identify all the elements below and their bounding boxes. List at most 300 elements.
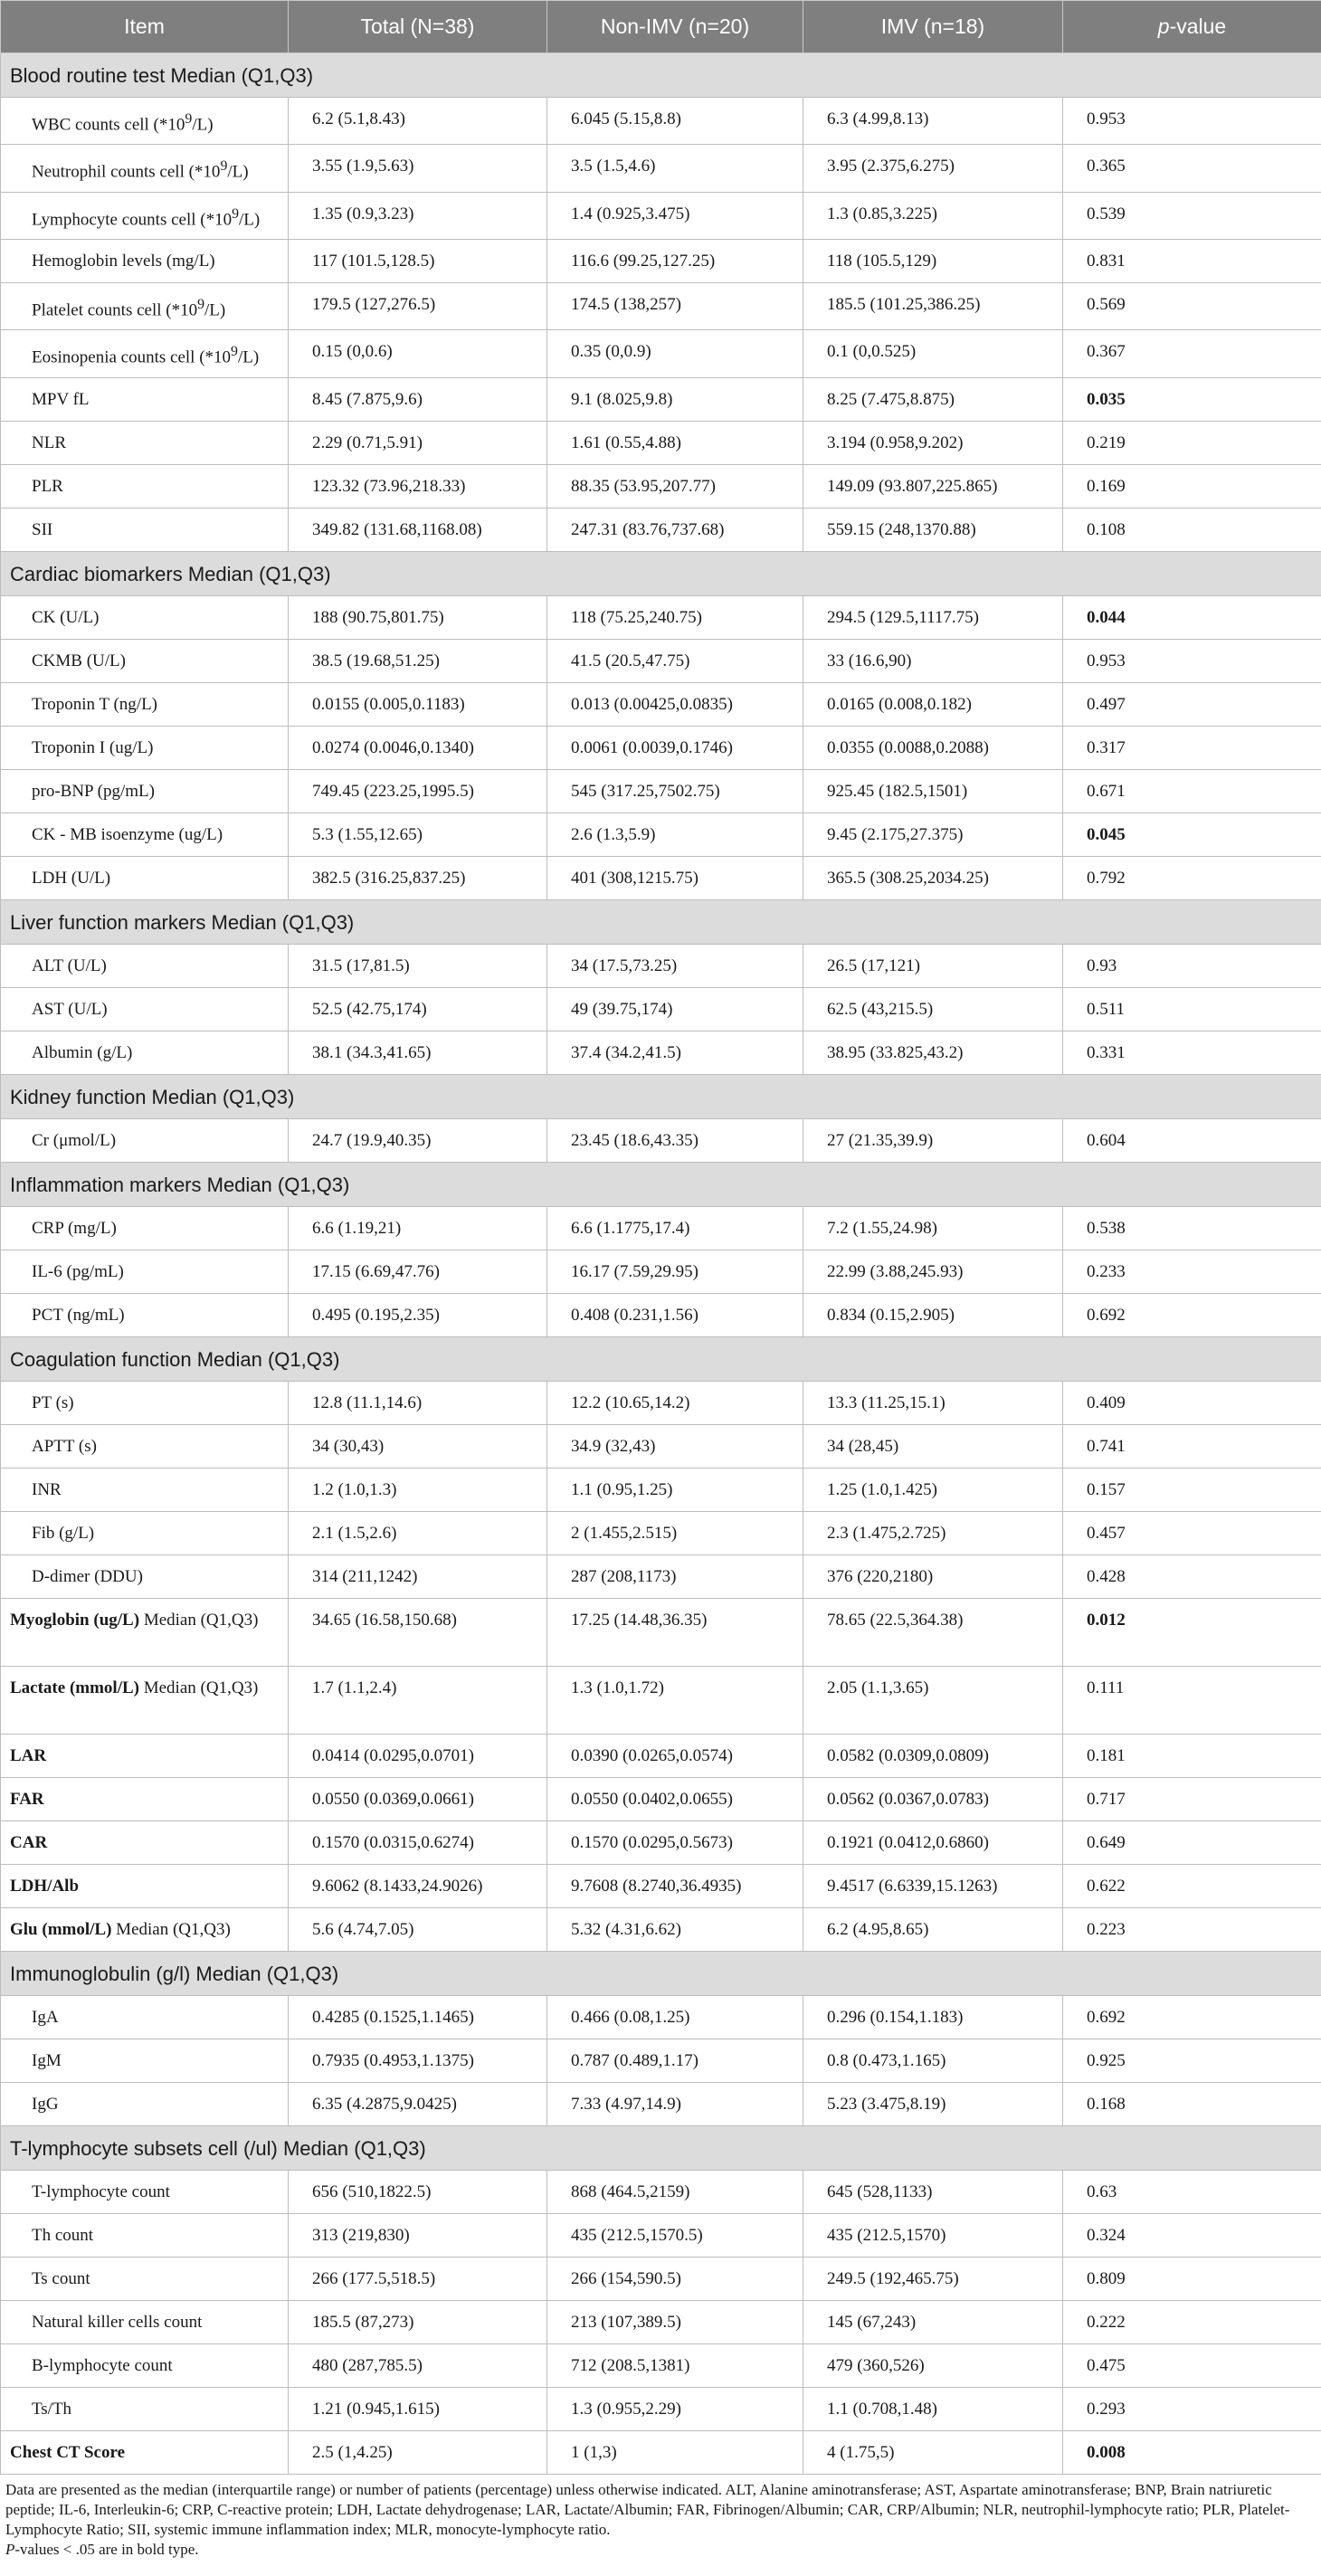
non-imv-value: 545 (317.25,7502.75)	[547, 769, 803, 813]
non-imv-value: 1.4 (0.925,3.475)	[547, 192, 803, 239]
item-label-superscript: 9	[231, 344, 238, 360]
table-footnotes	[0, 2475, 1321, 2560]
table-row	[1, 192, 1321, 239]
non-imv-value: 9.1 (8.025,9.8)	[547, 377, 803, 421]
table-row	[1, 282, 1321, 329]
p-value: 0.741	[1063, 1424, 1321, 1468]
imv-value: 0.0562 (0.0367,0.0783)	[803, 1777, 1063, 1820]
item-label	[1, 1995, 289, 2039]
p-value: 0.108	[1063, 508, 1321, 551]
non-imv-value: 16.17 (7.59,29.95)	[547, 1250, 803, 1293]
imv-value: 7.2 (1.55,24.98)	[803, 1206, 1063, 1250]
imv-value: 78.65 (22.5,364.38)	[803, 1598, 1063, 1666]
total-value: 34 (30,43)	[289, 1424, 547, 1468]
item-label	[1, 2300, 289, 2343]
item-label	[1, 1424, 289, 1468]
imv-value: 62.5 (43,215.5)	[803, 987, 1063, 1031]
item-label	[1, 1820, 289, 1864]
p-value: 0.717	[1063, 1777, 1321, 1820]
total-value: 1.7 (1.1,2.4)	[289, 1666, 547, 1734]
p-value: 0.365	[1063, 145, 1321, 192]
total-value: 38.5 (19.68,51.25)	[289, 639, 547, 682]
table-row	[1, 1666, 1321, 1734]
non-imv-value: 12.2 (10.65,14.2)	[547, 1381, 803, 1424]
table-row	[1, 856, 1321, 899]
section-title: Kidney function Median (Q1,Q3)	[1, 1074, 1321, 1118]
table-row	[1, 421, 1321, 464]
item-label	[1, 1864, 289, 1907]
total-value: 17.15 (6.69,47.76)	[289, 1250, 547, 1293]
item-label-text: SII	[32, 519, 53, 539]
non-imv-value: 213 (107,389.5)	[547, 2300, 803, 2343]
imv-value: 1.25 (1.0,1.425)	[803, 1468, 1063, 1511]
imv-value: 8.25 (7.475,8.875)	[803, 377, 1063, 421]
header-imv: IMV (n=18)	[803, 1, 1063, 53]
p-value: 0.792	[1063, 856, 1321, 899]
p-value: 0.169	[1063, 464, 1321, 508]
item-label	[1, 1293, 289, 1336]
item-label	[1, 2213, 289, 2257]
imv-value: 0.0165 (0.008,0.182)	[803, 682, 1063, 726]
total-value: 313 (219,830)	[289, 2213, 547, 2257]
item-label-bold: LDH/Alb	[10, 1876, 80, 1896]
non-imv-value: 5.32 (4.31,6.62)	[547, 1907, 803, 1951]
imv-value: 27 (21.35,39.9)	[803, 1118, 1063, 1162]
table-row	[1, 1734, 1321, 1777]
item-label	[1, 2343, 289, 2387]
item-label-text: Troponin I (ug/L)	[32, 737, 154, 757]
non-imv-value: 0.787 (0.489,1.17)	[547, 2039, 803, 2082]
table-row	[1, 1250, 1321, 1293]
table-row	[1, 2082, 1321, 2125]
non-imv-value: 6.045 (5.15,8.8)	[547, 98, 803, 145]
imv-value: 365.5 (308.25,2034.25)	[803, 856, 1063, 899]
p-value: 0.539	[1063, 192, 1321, 239]
non-imv-value: 41.5 (20.5,47.75)	[547, 639, 803, 682]
item-label	[1, 377, 289, 421]
item-label-text: APTT (s)	[32, 1436, 97, 1456]
p-value: 0.222	[1063, 2300, 1321, 2343]
header-non-imv: Non-IMV (n=20)	[547, 1, 803, 53]
item-label	[1, 987, 289, 1031]
p-value: 0.622	[1063, 1864, 1321, 1907]
item-label-text: AST (U/L)	[32, 999, 108, 1019]
item-label-superscript: 9	[197, 296, 205, 312]
imv-value: 149.09 (93.807,225.865)	[803, 464, 1063, 508]
item-label-bold: FAR	[10, 1789, 44, 1809]
total-value: 2.1 (1.5,2.6)	[289, 1511, 547, 1554]
header-p-letter: p	[1157, 14, 1170, 38]
table-row	[1, 330, 1321, 377]
section-title: Liver function markers Median (Q1,Q3)	[1, 899, 1321, 944]
total-value: 0.4285 (0.1525,1.1465)	[289, 1995, 547, 2039]
table-row	[1, 2213, 1321, 2257]
table-row	[1, 1424, 1321, 1468]
item-label-suffix: Median (Q1,Q3)	[139, 1610, 259, 1630]
non-imv-value: 1.3 (1.0,1.72)	[547, 1666, 803, 1734]
imv-value: 0.296 (0.154,1.183)	[803, 1995, 1063, 2039]
table-row	[1, 2300, 1321, 2343]
item-label	[1, 1598, 289, 1666]
table-row	[1, 1031, 1321, 1074]
non-imv-value: 0.0061 (0.0039,0.1746)	[547, 726, 803, 769]
item-label	[1, 639, 289, 682]
p-value: 0.428	[1063, 1554, 1321, 1598]
total-value: 5.3 (1.55,12.65)	[289, 813, 547, 856]
imv-value: 0.0355 (0.0088,0.2088)	[803, 726, 1063, 769]
total-value: 749.45 (223.25,1995.5)	[289, 769, 547, 813]
table-row	[1, 2039, 1321, 2082]
imv-value: 2.05 (1.1,3.65)	[803, 1666, 1063, 1734]
p-value: 0.008	[1063, 2430, 1321, 2474]
item-label	[1, 192, 289, 239]
item-label-text: B-lymphocyte count	[32, 2355, 173, 2375]
header-p-suffix: -value	[1169, 14, 1227, 38]
section-header-row	[1, 1162, 1321, 1206]
imv-value: 0.834 (0.15,2.905)	[803, 1293, 1063, 1336]
item-label-text: Lymphocyte counts cell (*10	[32, 209, 233, 229]
p-value: 0.953	[1063, 639, 1321, 682]
table-row	[1, 1468, 1321, 1511]
imv-value: 1.3 (0.85,3.225)	[803, 192, 1063, 239]
item-label	[1, 769, 289, 813]
item-label-text: Neutrophil counts cell (*10	[32, 162, 221, 182]
item-label-suffix: Median (Q1,Q3)	[111, 1919, 231, 1939]
table-row	[1, 1864, 1321, 1907]
non-imv-value: 401 (308,1215.75)	[547, 856, 803, 899]
item-label-text: IgA	[32, 2007, 59, 2027]
section-title: T-lymphocyte subsets cell (/ul) Median (Q1,Q3)	[1, 2125, 1321, 2170]
item-label	[1, 2082, 289, 2125]
total-value: 0.0274 (0.0046,0.1340)	[289, 726, 547, 769]
item-label-text: IL-6 (pg/mL)	[32, 1261, 124, 1281]
item-label-text: CRP (mg/L)	[32, 1218, 117, 1238]
item-label	[1, 239, 289, 282]
p-value: 0.63	[1063, 2170, 1321, 2213]
item-label	[1, 1554, 289, 1598]
item-label	[1, 595, 289, 639]
non-imv-value: 2.6 (1.3,5.9)	[547, 813, 803, 856]
table-row	[1, 1777, 1321, 1820]
non-imv-value: 0.408 (0.231,1.56)	[547, 1293, 803, 1336]
item-label	[1, 1734, 289, 1777]
imv-value: 1.1 (0.708,1.48)	[803, 2387, 1063, 2430]
p-value: 0.223	[1063, 1907, 1321, 1951]
p-value: 0.181	[1063, 1734, 1321, 1777]
table-row	[1, 1381, 1321, 1424]
item-label-text: PLR	[32, 476, 63, 496]
item-label-unit: /L)	[227, 162, 249, 182]
item-label-text: Eosinopenia counts cell (*10	[32, 347, 232, 367]
item-label	[1, 145, 289, 192]
footnote-bold-text: -values < .05 are in bold type.	[14, 2540, 199, 2558]
table-row	[1, 1995, 1321, 2039]
total-value: 314 (211,1242)	[289, 1554, 547, 1598]
section-header-row	[1, 899, 1321, 944]
imv-value: 435 (212.5,1570)	[803, 2213, 1063, 2257]
p-value: 0.925	[1063, 2039, 1321, 2082]
non-imv-value: 3.5 (1.5,4.6)	[547, 145, 803, 192]
imv-value: 26.5 (17,121)	[803, 944, 1063, 987]
chest-ct-row	[1, 2430, 1321, 2474]
p-value: 0.168	[1063, 2082, 1321, 2125]
item-label	[1, 330, 289, 377]
item-label	[1, 464, 289, 508]
table-row	[1, 682, 1321, 726]
non-imv-value: 118 (75.25,240.75)	[547, 595, 803, 639]
p-value: 0.331	[1063, 1031, 1321, 1074]
table-row	[1, 987, 1321, 1031]
total-value: 2.29 (0.71,5.91)	[289, 421, 547, 464]
item-label-text: IgG	[32, 2094, 59, 2114]
total-value: 9.6062 (8.1433,24.9026)	[289, 1864, 547, 1907]
item-label	[1, 508, 289, 551]
header-item: Item	[1, 1, 289, 53]
non-imv-value: 0.466 (0.08,1.25)	[547, 1995, 803, 2039]
p-value: 0.569	[1063, 282, 1321, 329]
total-value: 123.32 (73.96,218.33)	[289, 464, 547, 508]
imv-value: 33 (16.6,90)	[803, 639, 1063, 682]
total-value: 188 (90.75,801.75)	[289, 595, 547, 639]
table-row	[1, 145, 1321, 192]
non-imv-value: 49 (39.75,174)	[547, 987, 803, 1031]
item-label	[1, 1666, 289, 1734]
p-value: 0.692	[1063, 1293, 1321, 1336]
table-row	[1, 508, 1321, 551]
imv-value: 118 (105.5,129)	[803, 239, 1063, 282]
non-imv-value: 435 (212.5,1570.5)	[547, 2213, 803, 2257]
p-value: 0.93	[1063, 944, 1321, 987]
item-label-bold: Glu (mmol/L)	[10, 1919, 112, 1939]
table-row	[1, 595, 1321, 639]
item-label-text: CK (U/L)	[32, 607, 100, 627]
table-row	[1, 98, 1321, 145]
non-imv-value: 1 (1,3)	[547, 2430, 803, 2474]
item-label	[1, 1118, 289, 1162]
total-value: 0.0155 (0.005,0.1183)	[289, 682, 547, 726]
total-value: 1.35 (0.9,3.23)	[289, 192, 547, 239]
section-header-row	[1, 53, 1321, 98]
item-label	[1, 682, 289, 726]
item-label	[1, 1206, 289, 1250]
p-value: 0.604	[1063, 1118, 1321, 1162]
item-label-text: INR	[32, 1479, 62, 1499]
imv-value: 0.0582 (0.0309,0.0809)	[803, 1734, 1063, 1777]
non-imv-value: 0.013 (0.00425,0.0835)	[547, 682, 803, 726]
imv-value: 145 (67,243)	[803, 2300, 1063, 2343]
table-row	[1, 769, 1321, 813]
table-row	[1, 1118, 1321, 1162]
section-title: Cardiac biomarkers Median (Q1,Q3)	[1, 551, 1321, 595]
non-imv-value: 287 (208,1173)	[547, 1554, 803, 1598]
item-label	[1, 1250, 289, 1293]
item-label	[1, 1468, 289, 1511]
p-value: 0.324	[1063, 2213, 1321, 2257]
item-label-text: Albumin (g/L)	[32, 1042, 133, 1062]
item-label	[1, 1381, 289, 1424]
imv-value: 3.95 (2.375,6.275)	[803, 145, 1063, 192]
p-value: 0.511	[1063, 987, 1321, 1031]
section-header-row	[1, 1074, 1321, 1118]
item-label	[1, 421, 289, 464]
p-value: 0.293	[1063, 2387, 1321, 2430]
non-imv-value: 266 (154,590.5)	[547, 2257, 803, 2300]
p-value: 0.219	[1063, 421, 1321, 464]
item-label-superscript: 9	[220, 158, 228, 175]
p-value: 0.045	[1063, 813, 1321, 856]
non-imv-value: 712 (208.5,1381)	[547, 2343, 803, 2387]
item-label	[1, 1907, 289, 1951]
item-label	[1, 1777, 289, 1820]
table-row	[1, 2387, 1321, 2430]
non-imv-value: 9.7608 (8.2740,36.4935)	[547, 1864, 803, 1907]
total-value: 0.1570 (0.0315,0.6274)	[289, 1820, 547, 1864]
total-value: 6.35 (4.2875,9.0425)	[289, 2082, 547, 2125]
item-label-suffix: Median (Q1,Q3)	[138, 1678, 259, 1697]
imv-value: 13.3 (11.25,15.1)	[803, 1381, 1063, 1424]
p-value: 0.012	[1063, 1598, 1321, 1666]
item-label-unit: /L)	[204, 300, 226, 320]
table-row	[1, 1820, 1321, 1864]
table-row	[1, 1293, 1321, 1336]
imv-value: 6.2 (4.95,8.65)	[803, 1907, 1063, 1951]
p-value: 0.809	[1063, 2257, 1321, 2300]
imv-value: 4 (1.75,5)	[803, 2430, 1063, 2474]
item-label-text: Ts count	[32, 2268, 90, 2288]
p-value: 0.111	[1063, 1666, 1321, 1734]
non-imv-value: 34 (17.5,73.25)	[547, 944, 803, 987]
table-row	[1, 944, 1321, 987]
item-label	[1, 98, 289, 145]
total-value: 1.2 (1.0,1.3)	[289, 1468, 547, 1511]
footnote-bold-note	[5, 2540, 1316, 2560]
item-label	[1, 2170, 289, 2213]
imv-value: 925.45 (182.5,1501)	[803, 769, 1063, 813]
item-label	[1, 726, 289, 769]
section-title: Coagulation function Median (Q1,Q3)	[1, 1336, 1321, 1381]
p-value: 0.692	[1063, 1995, 1321, 2039]
total-value: 656 (510,1822.5)	[289, 2170, 547, 2213]
total-value: 6.6 (1.19,21)	[289, 1206, 547, 1250]
p-value: 0.035	[1063, 377, 1321, 421]
item-label-text: Platelet counts cell (*10	[32, 300, 198, 320]
item-label-text: NLR	[32, 433, 66, 452]
imv-value: 9.45 (2.175,27.375)	[803, 813, 1063, 856]
footnote-p-letter: P	[5, 2540, 15, 2558]
imv-value: 294.5 (129.5,1117.75)	[803, 595, 1063, 639]
imv-value: 3.194 (0.958,9.202)	[803, 421, 1063, 464]
item-label-text: IgM	[32, 2050, 62, 2070]
non-imv-value: 2 (1.455,2.515)	[547, 1511, 803, 1554]
non-imv-value: 116.6 (99.25,127.25)	[547, 239, 803, 282]
item-label-text: pro-BNP (pg/mL)	[32, 781, 155, 801]
item-label	[1, 282, 289, 329]
table-header-row	[1, 1, 1321, 53]
total-value: 117 (101.5,128.5)	[289, 239, 547, 282]
p-value: 0.457	[1063, 1511, 1321, 1554]
item-label-text: PCT (ng/mL)	[32, 1305, 125, 1325]
item-label-superscript: 9	[185, 111, 193, 127]
total-value: 0.15 (0,0.6)	[289, 330, 547, 377]
item-label-unit: /L)	[239, 209, 261, 229]
item-label-text: Troponin T (ng/L)	[32, 694, 158, 714]
total-value: 6.2 (5.1,8.43)	[289, 98, 547, 145]
table-row	[1, 1206, 1321, 1250]
item-label-text: Natural killer cells count	[32, 2312, 203, 2332]
non-imv-value: 17.25 (14.48,36.35)	[547, 1598, 803, 1666]
item-label-bold: LAR	[10, 1745, 47, 1765]
item-label-text: Cr (μmol/L)	[32, 1130, 117, 1150]
item-label-text: Hemoglobin levels (mg/L)	[32, 251, 215, 271]
item-label-text: LDH (U/L)	[32, 868, 111, 888]
section-title: Immunoglobulin (g/l) Median (Q1,Q3)	[1, 1951, 1321, 1995]
p-value: 0.157	[1063, 1468, 1321, 1511]
item-label	[1, 2039, 289, 2082]
item-label	[1, 2430, 289, 2474]
imv-value: 34 (28,45)	[803, 1424, 1063, 1468]
p-value: 0.953	[1063, 98, 1321, 145]
item-label-text: PT (s)	[32, 1393, 74, 1412]
item-label-bold: Chest CT Score	[10, 2442, 126, 2462]
table-row	[1, 2343, 1321, 2387]
imv-value: 249.5 (192,465.75)	[803, 2257, 1063, 2300]
item-label	[1, 2387, 289, 2430]
item-label	[1, 944, 289, 987]
imv-value: 559.15 (248,1370.88)	[803, 508, 1063, 551]
header-p-value	[1063, 1, 1321, 53]
imv-value: 0.1 (0,0.525)	[803, 330, 1063, 377]
imv-value: 5.23 (3.475,8.19)	[803, 2082, 1063, 2125]
total-value: 3.55 (1.9,5.63)	[289, 145, 547, 192]
item-label-bold: Myoglobin (ug/L)	[10, 1610, 140, 1630]
non-imv-value: 0.0390 (0.0265,0.0574)	[547, 1734, 803, 1777]
imv-value: 38.95 (33.825,43.2)	[803, 1031, 1063, 1074]
item-label-text: ALT (U/L)	[32, 955, 107, 975]
p-value: 0.538	[1063, 1206, 1321, 1250]
imv-value: 2.3 (1.475,2.725)	[803, 1511, 1063, 1554]
total-value: 179.5 (127,276.5)	[289, 282, 547, 329]
p-value: 0.044	[1063, 595, 1321, 639]
total-value: 1.21 (0.945,1.615)	[289, 2387, 547, 2430]
non-imv-value: 174.5 (138,257)	[547, 282, 803, 329]
section-title: Blood routine test Median (Q1,Q3)	[1, 53, 1321, 98]
non-imv-value: 1.61 (0.55,4.88)	[547, 421, 803, 464]
item-label-superscript: 9	[232, 205, 240, 222]
imv-value: 0.8 (0.473,1.165)	[803, 2039, 1063, 2082]
p-value: 0.367	[1063, 330, 1321, 377]
item-label	[1, 813, 289, 856]
imv-value: 479 (360,526)	[803, 2343, 1063, 2387]
non-imv-value: 868 (464.5,2159)	[547, 2170, 803, 2213]
item-label-bold: CAR	[10, 1832, 48, 1852]
imv-value: 376 (220,2180)	[803, 1554, 1063, 1598]
total-value: 0.0414 (0.0295,0.0701)	[289, 1734, 547, 1777]
item-label-text: Fib (g/L)	[32, 1523, 95, 1543]
item-label-unit: /L)	[237, 347, 260, 367]
total-value: 349.82 (131.68,1168.08)	[289, 508, 547, 551]
p-value: 0.409	[1063, 1381, 1321, 1424]
table-row	[1, 464, 1321, 508]
item-label-text: MPV fL	[32, 389, 90, 409]
total-value: 38.1 (34.3,41.65)	[289, 1031, 547, 1074]
item-label-text: Th count	[32, 2225, 94, 2245]
section-header-row	[1, 1336, 1321, 1381]
total-value: 52.5 (42.75,174)	[289, 987, 547, 1031]
section-header-row	[1, 2125, 1321, 2170]
table-row	[1, 1907, 1321, 1951]
item-label	[1, 1511, 289, 1554]
table-row	[1, 2170, 1321, 2213]
